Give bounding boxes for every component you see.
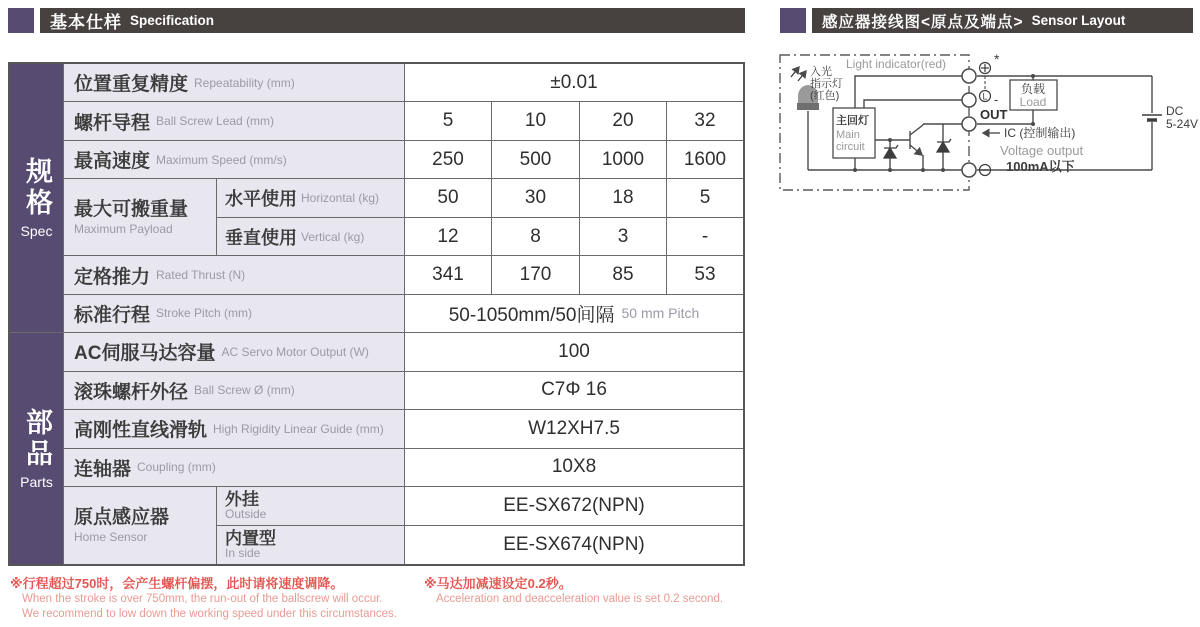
stroke-value-zh: 50-1050mm/50间隔	[448, 304, 615, 326]
sensor-wiring-diagram	[778, 46, 1200, 204]
stroke-value-en: 50 mm Pitch	[621, 305, 700, 322]
coupling-value: 10X8	[405, 449, 743, 487]
thrust-value: 341	[405, 256, 492, 294]
row-screw-od-label	[64, 372, 405, 410]
row-repeatability-label	[64, 64, 405, 102]
label-zh: 滚珠螺杆外径	[74, 381, 189, 403]
sidebar-spec	[10, 64, 64, 333]
stroke-value	[405, 295, 743, 333]
led-label-zh1: 入光	[810, 66, 832, 78]
servo-value: 100	[405, 333, 743, 371]
specification-header-bar	[40, 8, 745, 33]
light-indicator-label: Light indicator(red)	[846, 57, 947, 71]
label-en: Maximum Speed (mm/s)	[156, 152, 287, 167]
minus-terminal-icon	[980, 165, 991, 176]
repeatability-value: ±0.01	[405, 64, 743, 102]
label-en: Ball Screw Lead (mm)	[156, 114, 275, 129]
voltage-output-label: Voltage output	[1000, 143, 1084, 158]
label-en: Stroke Pitch (mm)	[156, 306, 253, 321]
out-label: OUT	[980, 107, 1008, 122]
speed-value: 1000	[580, 141, 667, 179]
label-en: Home Sensor	[74, 529, 148, 544]
current-limit-label: 100mA以下	[1006, 159, 1075, 174]
purple-square-icon	[780, 8, 806, 33]
specification-title-en: Specification	[130, 13, 215, 28]
footnote-acceleration	[424, 576, 723, 607]
label-zh: 最大可搬重量	[74, 198, 189, 220]
footnote-stroke-en1: When the stroke is over 750mm, the run-out of the ballscrew will occur.	[22, 593, 383, 606]
sidebar-spec-en: Spec	[20, 223, 53, 240]
sublabel-en: Horizontal (kg)	[301, 191, 380, 206]
sublabel-zh: 垂直使用	[225, 227, 297, 248]
screw-od-value: C7Φ 16	[405, 372, 743, 410]
main-circuit-en2: circuit	[836, 141, 865, 153]
thrust-value: 53	[667, 256, 743, 294]
label-zh: 高刚性直线滑轨	[74, 420, 208, 442]
lead-value: 10	[492, 102, 580, 140]
payload-h-value: 18	[580, 179, 667, 217]
battery-icon	[1142, 115, 1162, 120]
sublabel-zh: 水平使用	[225, 189, 297, 210]
payload-v-value: 3	[580, 218, 667, 256]
sensor-layout-header	[780, 8, 1193, 33]
sidebar-spec-zh: 规格	[22, 157, 52, 220]
load-en: Load	[1019, 95, 1047, 109]
ic-label: IC (控制输出)	[1004, 126, 1076, 140]
specification-header	[8, 8, 745, 33]
label-en: Repeatability (mm)	[194, 75, 295, 90]
guide-value: W12XH7.5	[405, 410, 743, 448]
l-terminal-icon	[980, 91, 991, 102]
payload-v-value: -	[667, 218, 743, 256]
label-zh: 连轴器	[74, 458, 132, 480]
footnote-acceleration-en: Acceleration and deacceleration value is set 0.2 second.	[436, 593, 724, 606]
payload-h-value: 50	[405, 179, 492, 217]
main-circuit-zh: 主回灯	[836, 115, 869, 127]
led-label-zh2: 指示灯	[810, 78, 843, 90]
row-speed-label	[64, 141, 405, 179]
payload-v-value: 8	[492, 218, 580, 256]
star-mark: *	[994, 51, 1000, 67]
lead-value: 20	[580, 102, 667, 140]
lead-value: 5	[405, 102, 492, 140]
row-payload-label	[64, 179, 217, 256]
sidebar-parts-en: Parts	[20, 473, 53, 490]
footnote-acceleration-zh: ※马达加减速设定0.2秒。	[424, 576, 572, 591]
zener-diode-icon	[884, 139, 951, 158]
row-home-sensor-outside-label	[217, 487, 405, 525]
row-lead-label	[64, 102, 405, 140]
payload-h-value: 30	[492, 179, 580, 217]
label-zh: 最高速度	[74, 151, 151, 173]
label-zh: 原点感应器	[74, 506, 170, 528]
footnote-stroke-zh: ※行程超过750时，会产生螺杆偏摆，此时请将速度调降。	[10, 576, 344, 591]
label-en: Rated Thrust (N)	[156, 268, 246, 283]
home-sensor-inside-value: EE-SX674(NPN)	[405, 526, 743, 564]
label-zh: AC伺服马达容量	[74, 343, 216, 365]
svg-text:L: L	[982, 91, 988, 102]
sidebar-parts-zh: 部品	[22, 407, 52, 470]
label-en: Ball Screw Ø (mm)	[194, 383, 295, 398]
label-en: Maximum Payload	[74, 221, 173, 236]
speed-value: 500	[492, 141, 580, 179]
sensor-layout-title-zh: 感应器接线图<原点及端点>	[822, 13, 1024, 31]
footnote-stroke-en2: We recommend to low down the working speed under this circumstances.	[22, 608, 397, 621]
dc-voltage-label: 5-24V	[1166, 117, 1199, 131]
led-label-zh3: (红色)	[810, 90, 840, 102]
label-zh: 标准行程	[74, 304, 151, 326]
thrust-value: 170	[492, 256, 580, 294]
row-home-sensor-label	[64, 487, 217, 564]
label-zh: 位置重复精度	[74, 74, 189, 96]
sidebar-parts	[10, 333, 64, 564]
plus-terminal-icon	[980, 63, 991, 74]
thrust-value: 85	[580, 256, 667, 294]
label-en: AC Servo Motor Output (W)	[221, 344, 369, 359]
speed-value: 250	[405, 141, 492, 179]
specification-table	[8, 62, 745, 566]
speed-value: 1600	[667, 141, 743, 179]
row-coupling-label	[64, 449, 405, 487]
purple-square-icon	[8, 8, 34, 33]
label-zh: 螺杆导程	[74, 112, 151, 134]
main-circuit-en1: Main	[836, 129, 860, 141]
sensor-layout-title-en: Sensor Layout	[1031, 13, 1126, 28]
sublabel-zh: 外挂	[225, 489, 259, 509]
home-sensor-outside-value: EE-SX672(NPN)	[405, 487, 743, 525]
payload-h-value: 5	[667, 179, 743, 217]
dc-label: DC	[1166, 104, 1184, 118]
row-guide-label	[64, 410, 405, 448]
sublabel-zh: 内置型	[225, 528, 276, 548]
load-zh: 负载	[1020, 82, 1046, 96]
sublabel-en: Vertical (kg)	[301, 229, 365, 244]
row-stroke-label	[64, 295, 405, 333]
row-home-sensor-inside-label	[217, 526, 405, 564]
row-thrust-label	[64, 256, 405, 294]
row-payload-vertical-label	[217, 218, 405, 256]
footnote-stroke	[10, 576, 397, 622]
lead-value: 32	[667, 102, 743, 140]
sensor-layout-header-bar	[812, 8, 1193, 33]
payload-v-value: 12	[405, 218, 492, 256]
sublabel-en: In side	[225, 546, 261, 561]
specification-title-zh: 基本仕样	[50, 13, 122, 32]
minus-mark: -	[994, 92, 999, 107]
row-payload-horizontal-label	[217, 179, 405, 217]
label-en: High Rigidity Linear Guide (mm)	[213, 421, 384, 436]
sublabel-en: Outside	[225, 507, 267, 522]
row-servo-label	[64, 333, 405, 371]
label-zh: 定格推力	[74, 266, 151, 288]
label-en: Coupling (mm)	[137, 460, 216, 475]
